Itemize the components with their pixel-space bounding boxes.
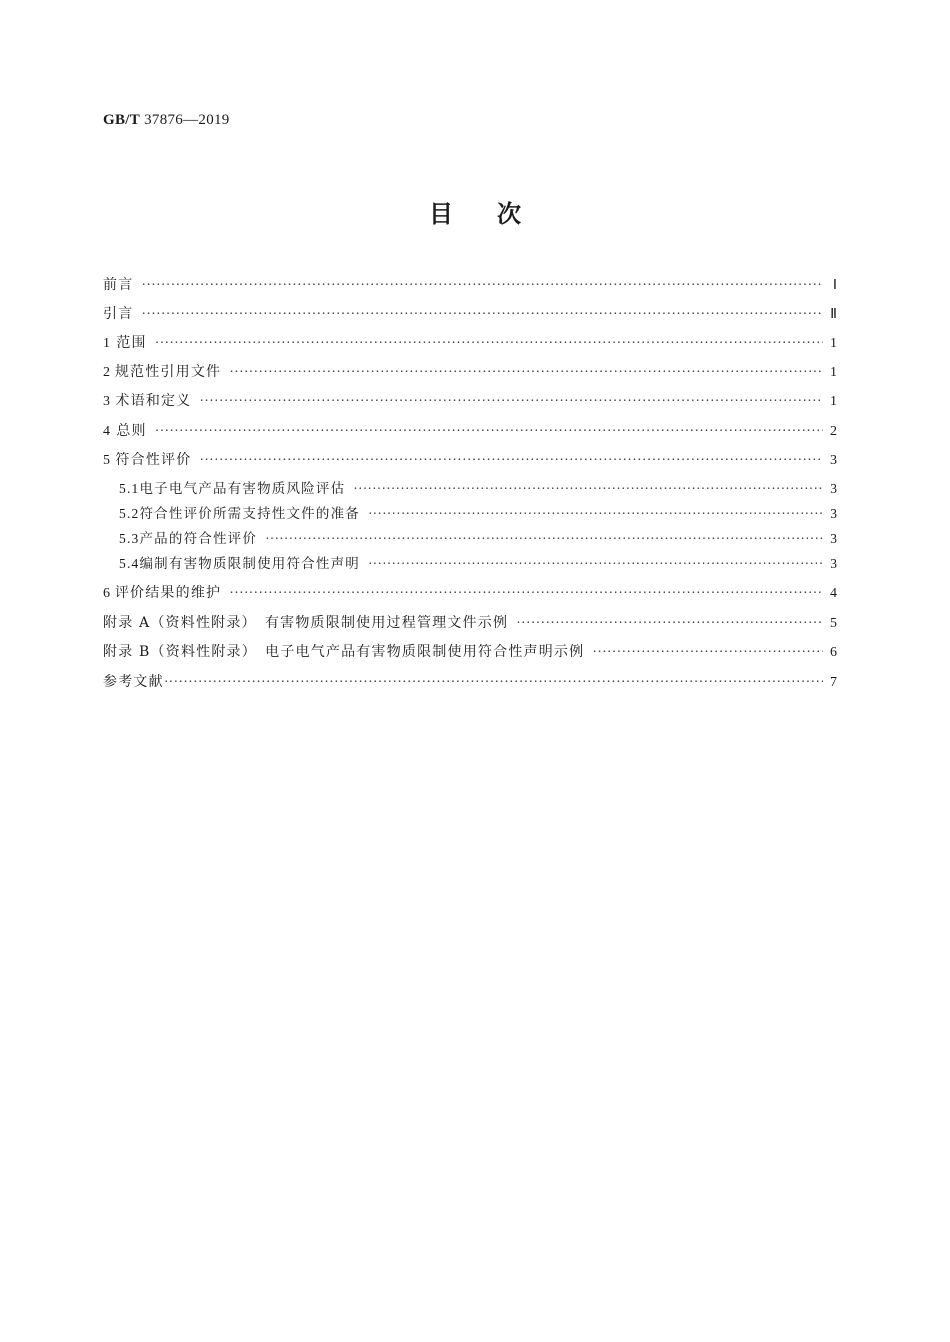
dot-leader [516, 615, 823, 633]
toc-entry-introduction[interactable] [103, 305, 837, 324]
toc-title [0, 194, 950, 229]
toc-entry-label: 附录 B（资料性附录） 电子电气产品有害物质限制使用符合性声明示例 [103, 644, 585, 660]
standard-number: 37876—2019 [144, 112, 230, 128]
toc-entry-page: 1 [830, 336, 837, 351]
toc-entry-number: 2 [103, 365, 112, 380]
toc-entry-label: 范围 [116, 335, 147, 351]
dot-leader [229, 364, 823, 382]
toc-entry-label: 术语和定义 [115, 393, 192, 409]
dot-leader [353, 480, 823, 498]
toc-entry-label: 附录 A（资料性附录） 有害物质限制使用过程管理文件示例 [103, 615, 509, 631]
toc-entry-label: 总则 [116, 423, 147, 439]
toc-entry-page: 3 [830, 453, 837, 468]
dot-leader [164, 674, 823, 692]
toc-entry-number: 3 [103, 394, 112, 409]
toc-entry-page: 3 [830, 531, 837, 546]
toc-entry-number: 5.3 [119, 531, 140, 546]
toc-entry-label: 符合性评价 [115, 452, 192, 468]
toc-entry-annex-a[interactable] [103, 614, 837, 633]
toc-title-char-2: 次 [497, 200, 521, 228]
standard-code [103, 112, 230, 129]
toc-entry-page: 5 [830, 616, 837, 631]
toc-entry-page: Ⅱ [830, 307, 837, 322]
toc-entry-page: 3 [830, 506, 837, 521]
toc-entry-section-5[interactable] [103, 451, 837, 470]
standard-prefix: GB/T [103, 112, 141, 128]
toc-entry-number: 4 [103, 424, 112, 439]
toc-entry-label: 前言 [103, 277, 134, 293]
toc-entry-section-6[interactable] [103, 584, 837, 603]
toc-entry-page: 2 [830, 424, 837, 439]
toc-entry-section-5-2[interactable] [119, 505, 837, 523]
toc-entry-label: 产品的符合性评价 [139, 531, 258, 547]
toc-entry-page: 6 [830, 645, 837, 660]
dot-leader [265, 530, 823, 548]
toc-entry-label: 引言 [103, 306, 134, 322]
toc-title-char-1: 目 [429, 200, 453, 228]
toc-entry-number: 5.2 [119, 506, 140, 521]
toc-entry-section-5-1[interactable] [119, 480, 837, 498]
dot-leader [368, 555, 823, 573]
toc-entry-label: 符合性评价所需支持性文件的准备 [139, 506, 360, 522]
toc-entry-label: 评价结果的维护 [114, 585, 222, 601]
toc-entry-number: 5.1 [119, 481, 140, 496]
toc-entry-section-3[interactable] [103, 392, 837, 411]
toc-entry-foreword[interactable] [103, 276, 837, 295]
toc-entry-page: 3 [830, 481, 837, 496]
toc-entry-page: 1 [830, 394, 837, 409]
dot-leader [141, 306, 823, 324]
dot-leader [199, 452, 823, 470]
toc-entry-section-4[interactable] [103, 422, 837, 441]
dot-leader [155, 423, 823, 441]
toc-entry-section-2[interactable] [103, 363, 837, 382]
dot-leader [155, 335, 823, 353]
dot-leader [229, 585, 823, 603]
toc-entry-section-1[interactable] [103, 334, 837, 353]
toc-entry-references[interactable] [103, 673, 837, 692]
dot-leader [592, 644, 823, 662]
dot-leader [368, 505, 823, 523]
toc-entry-annex-b[interactable] [103, 643, 837, 662]
toc-entry-page: 7 [830, 675, 837, 690]
toc-entry-number: 5 [103, 453, 112, 468]
toc-entry-page: 4 [830, 586, 837, 601]
dot-leader [199, 393, 823, 411]
toc-entry-page: 1 [830, 365, 837, 380]
toc-entry-section-5-3[interactable] [119, 530, 837, 548]
toc-entry-page: Ⅰ [832, 278, 837, 293]
toc-entry-number: 6 [103, 586, 112, 601]
toc-entry-label: 电子电气产品有害物质风险评估 [139, 481, 346, 497]
toc-entry-number: 1 [103, 336, 112, 351]
toc-entry-number: 5.4 [119, 556, 140, 571]
toc-entry-label: 规范性引用文件 [114, 364, 222, 380]
dot-leader [141, 277, 823, 295]
toc-entry-label: 编制有害物质限制使用符合性声明 [139, 556, 360, 572]
toc-entry-label: 参考文献 [103, 674, 164, 690]
toc-entry-section-5-4[interactable] [119, 555, 837, 573]
toc-entry-page: 3 [830, 556, 837, 571]
